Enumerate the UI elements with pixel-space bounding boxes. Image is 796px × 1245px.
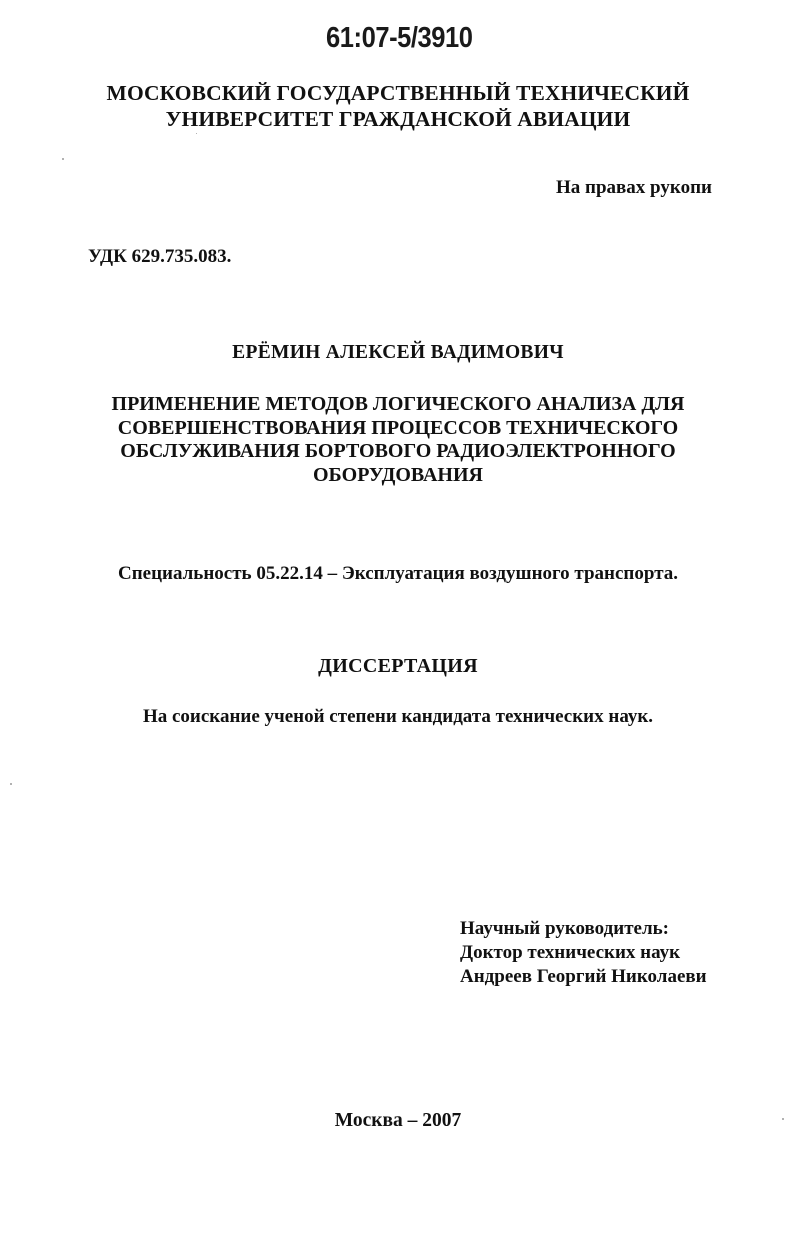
city-year-footer: Москва – 2007 — [334, 1110, 462, 1131]
title-line-3: ОБСЛУЖИВАНИЯ БОРТОВОГО РАДИОЭЛЕКТРОННОГО — [120, 440, 676, 462]
title-line-1: ПРИМЕНЕНИЕ МЕТОДОВ ЛОГИЧЕСКОГО АНАЛИЗА ДЛЯ — [111, 393, 685, 415]
title-line-2: СОВЕРШЕНСТВОВАНИЯ ПРОЦЕССОВ ТЕХНИЧЕСКОГО — [117, 416, 679, 439]
scan-speck — [62, 158, 64, 160]
university-name-line-2: УНИВЕРСИТЕТ ГРАЖДАНСКОЙ АВИАЦИИ — [165, 107, 631, 131]
supervisor-block — [460, 917, 707, 989]
dissertation-title — [0, 393, 796, 487]
specialty-line: Специальность 05.22.14 – Эксплуатация воздушного транспорта. — [117, 563, 679, 584]
archive-stamp-number: 61:07-5/3910 — [326, 22, 473, 54]
scan-speck — [10, 783, 12, 785]
supervisor-name: Андреев Георгий Николаеви — [460, 966, 707, 987]
scan-speck — [782, 1118, 784, 1120]
udk-code: УДК 629.735.083. — [88, 246, 232, 267]
supervisor-label: Научный руководитель: — [460, 918, 669, 939]
supervisor-degree: Доктор технических наук — [460, 942, 681, 963]
manuscript-rights-note: На правах рукопи — [556, 177, 712, 198]
document-type-heading: ДИССЕРТАЦИЯ — [318, 655, 478, 677]
degree-line: На соискание ученой степени кандидата технических наук. — [142, 706, 654, 727]
university-name — [0, 80, 796, 132]
author-name: ЕРЁМИН АЛЕКСЕЙ ВАДИМОВИЧ — [232, 342, 564, 363]
title-line-4: ОБОРУДОВАНИЯ — [313, 463, 483, 486]
scan-speck — [196, 133, 197, 134]
university-name-line-1: МОСКОВСКИЙ ГОСУДАРСТВЕННЫЙ ТЕХНИЧЕСКИЙ — [106, 81, 690, 105]
